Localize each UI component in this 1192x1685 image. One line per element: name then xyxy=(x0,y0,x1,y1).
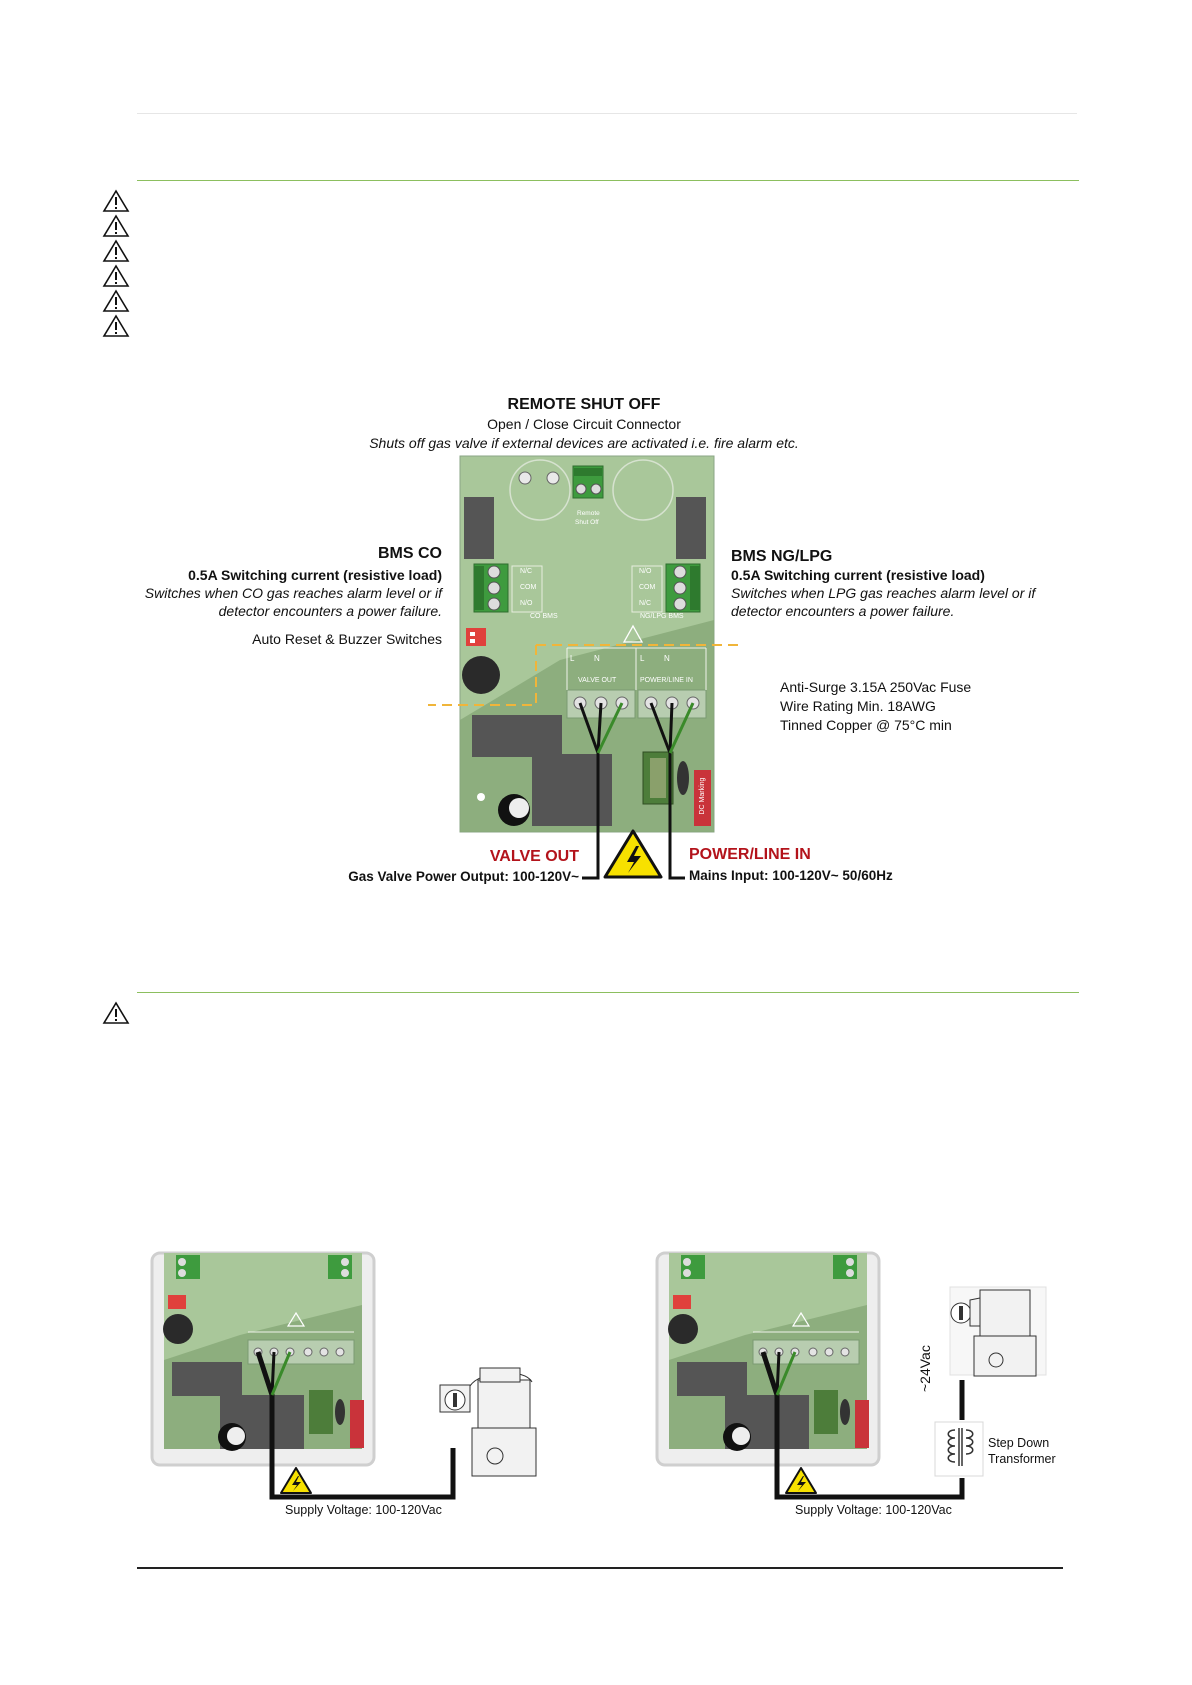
high-voltage-icon xyxy=(786,1468,816,1493)
bms-co-rating: 0.5A Switching current (resistive load) xyxy=(188,567,442,583)
power-line-detail: Mains Input: 100-120V~ 50/60Hz xyxy=(689,868,893,883)
pcb-label-ng-bms: NG/LPG BMS xyxy=(640,613,684,620)
buzzer xyxy=(462,656,500,694)
high-voltage-icon xyxy=(605,831,661,877)
secondary-voltage-label: ~24Vac xyxy=(917,1345,933,1392)
high-voltage-icon xyxy=(281,1468,311,1493)
pcb-label-no-left: N/O xyxy=(520,600,533,607)
pcb-label-com-left: COM xyxy=(520,584,537,591)
remote-shut-off-title: REMOTE SHUT OFF xyxy=(507,396,661,413)
fuse-rating: Anti-Surge 3.15A 250Vac Fuse xyxy=(780,679,972,695)
transformer-label-1: Step Down xyxy=(988,1436,1050,1450)
valve-out-title: VALVE OUT xyxy=(489,848,579,865)
pcb-label-nc-right: N/C xyxy=(639,600,652,607)
dip-switch xyxy=(466,628,486,646)
supply-voltage-right: Supply Voltage: 100-120Vac xyxy=(795,1503,952,1517)
supply-voltage-left: Supply Voltage: 100-120Vac xyxy=(285,1503,442,1517)
step-down-transformer-icon xyxy=(935,1422,983,1476)
relay-large-center xyxy=(532,754,612,826)
pcb-label-valve-out: VALVE OUT xyxy=(578,677,617,684)
pcb-label-co-bms: CO BMS xyxy=(530,613,558,620)
bms-ng-description-2: detector encounters a power failure. xyxy=(731,603,955,619)
remote-shut-off-description: Shuts off gas valve if external devices are activated i.e. fire alarm etc. xyxy=(369,435,799,451)
pcb-label-l-valve: L xyxy=(570,654,575,663)
copper-rating: Tinned Copper @ 75°C min xyxy=(780,717,952,733)
bms-ng-rating: 0.5A Switching current (resistive load) xyxy=(731,567,985,583)
transformer-label-2: Transformer xyxy=(988,1452,1056,1466)
pcb-label-shut-off: Shut Off xyxy=(575,519,599,526)
gas-valve-right xyxy=(950,1287,1046,1376)
bms-co-title: BMS CO xyxy=(378,545,442,562)
remote-shut-off-subtitle: Open / Close Circuit Connector xyxy=(487,416,681,432)
pcb-label-power-line-in: POWER/LINE IN xyxy=(640,677,693,684)
pcb-label-no-right: N/O xyxy=(639,568,652,575)
pcb-label-remote: Remote xyxy=(577,510,600,517)
pcb-label-com-right: COM xyxy=(639,584,656,591)
wire-rating: Wire Rating Min. 18AWG xyxy=(780,698,936,714)
bms-ng-title: BMS NG/LPG xyxy=(731,548,833,565)
valve-out-detail: Gas Valve Power Output: 100-120V~ xyxy=(348,869,579,884)
bms-co-description-2: detector encounters a power failure. xyxy=(218,603,442,619)
bms-co-description-1: Switches when CO gas reaches alarm level or if xyxy=(144,585,442,601)
pcb-label-n-valve: N xyxy=(594,654,600,663)
relay-large-left xyxy=(472,715,562,757)
relay-left xyxy=(464,497,494,559)
pcb-label-n-power: N xyxy=(664,654,670,663)
power-line-title: POWER/LINE IN xyxy=(689,846,811,863)
relay-right xyxy=(676,497,706,559)
auto-reset-label: Auto Reset & Buzzer Switches xyxy=(252,631,442,647)
pcb-label-l-power: L xyxy=(640,654,645,663)
pcb-label-nc-left: N/C xyxy=(520,568,533,575)
bms-ng-description-1: Switches when LPG gas reaches alarm level or if xyxy=(731,585,1036,601)
pcb-label-dc-marking: DC Marking xyxy=(698,777,706,815)
